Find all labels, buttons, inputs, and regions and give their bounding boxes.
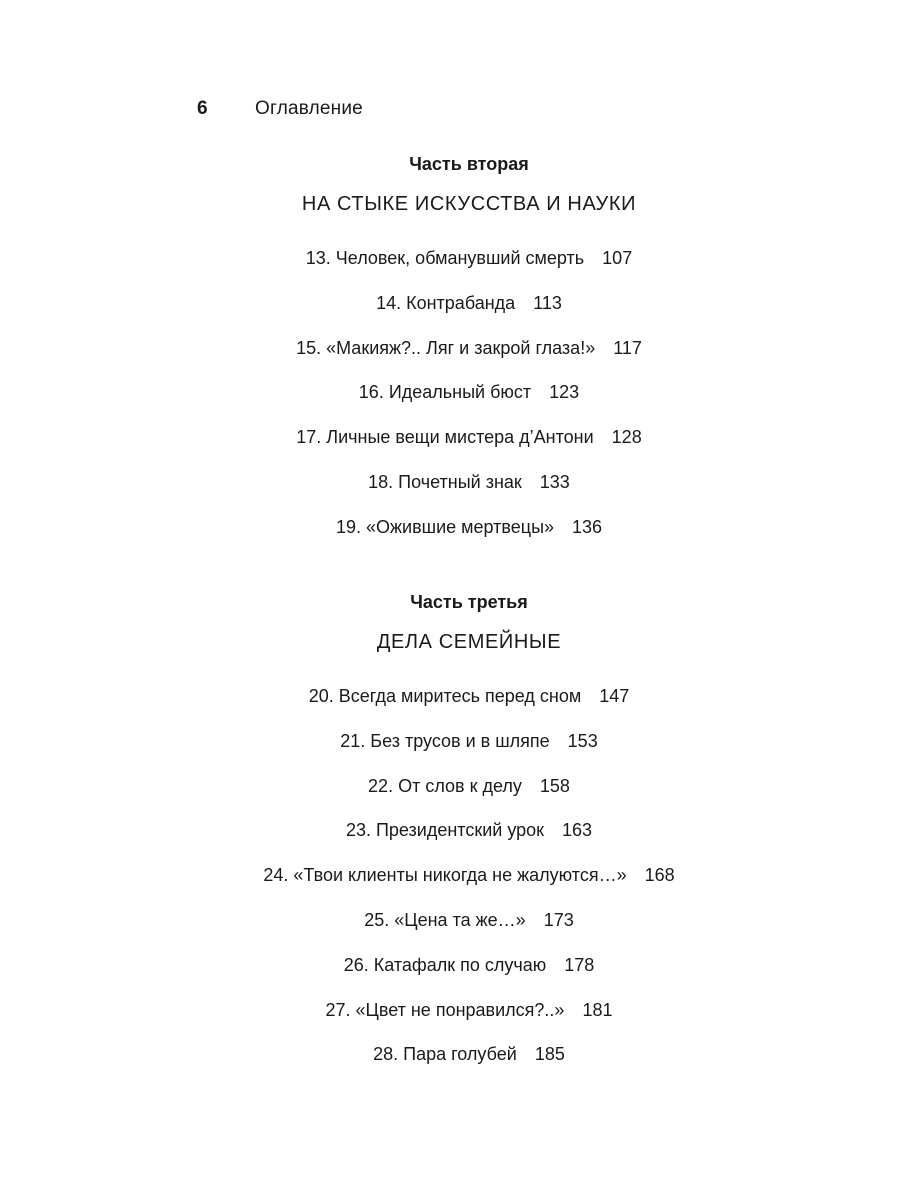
toc-entry-title: 28. Пара голубей xyxy=(373,1044,517,1065)
toc-entry-title: 20. Всегда миритесь перед сном xyxy=(308,686,582,706)
toc-entry-title: 14. Контрабанда xyxy=(376,292,516,313)
toc-entry-page: 136 xyxy=(572,516,603,537)
part-label: Часть вторая xyxy=(409,154,529,174)
toc-entry xyxy=(38,682,900,727)
toc-entry xyxy=(38,423,900,468)
toc-entry xyxy=(38,289,900,334)
toc-entry xyxy=(38,513,900,558)
toc-entry-page: 133 xyxy=(539,471,570,492)
toc-entry-title: 25. «Цена та же…» xyxy=(364,909,526,930)
toc-entry-page: 147 xyxy=(599,686,630,706)
toc-entry-title: 18. Почетный знак xyxy=(368,471,522,492)
page-number: 6 xyxy=(197,98,208,119)
part-two-section xyxy=(0,152,900,558)
toc-entry-page: 158 xyxy=(539,775,570,796)
toc-entry-title: 27. «Цвет не понравился?..» xyxy=(325,999,565,1020)
toc-entry xyxy=(38,334,900,379)
toc-entry-title: 19. «Ожившие мертвецы» xyxy=(335,516,555,537)
toc-entry-page: 113 xyxy=(533,292,562,313)
toc-entry-page: 181 xyxy=(582,999,613,1020)
toc-entry-title: 21. Без трусов и в шляпе xyxy=(340,730,550,751)
toc-entry-page: 168 xyxy=(644,865,675,886)
toc-entry-title: 16. Идеальный бюст xyxy=(358,382,532,403)
toc-list xyxy=(0,244,900,558)
toc-entry xyxy=(38,468,900,513)
toc-entry-title: 13. Человек, обманувший смерть xyxy=(305,248,585,268)
toc-entry-title: 15. «Макияж?.. Ляг и закрой глаза!» xyxy=(296,337,596,358)
toc-entry-page: 153 xyxy=(567,730,598,751)
part-label: Часть третья xyxy=(410,592,528,612)
toc-entry-title: 23. Президентский урок xyxy=(345,820,545,841)
toc-list xyxy=(0,682,900,1085)
toc-entry xyxy=(38,906,900,951)
toc-entry-title: 26. Катафалк по случаю xyxy=(343,954,547,975)
toc-entry xyxy=(38,772,900,817)
toc-entry-title: 22. От слов к делу xyxy=(368,775,522,796)
part-three-section xyxy=(0,590,900,1085)
toc-entry xyxy=(38,244,900,289)
toc-entry-page: 173 xyxy=(543,909,574,930)
toc-entry xyxy=(38,727,900,772)
toc-entry-page: 185 xyxy=(534,1044,565,1065)
toc-entry xyxy=(38,816,900,861)
running-title: Оглавление xyxy=(255,98,363,119)
part-title: ДЕЛА СЕМЕЙНЫЕ xyxy=(376,631,562,653)
toc-entry-page: 117 xyxy=(613,337,642,358)
toc-entry-page: 163 xyxy=(562,820,593,841)
toc-entry xyxy=(38,996,900,1041)
toc-entry-title: 17. Личные вещи мистера д’Антони xyxy=(296,427,594,448)
running-head xyxy=(197,96,363,122)
toc-entry xyxy=(38,951,900,996)
toc-entry-page: 178 xyxy=(564,954,595,975)
toc-entry xyxy=(38,378,900,423)
toc-entry-page: 128 xyxy=(611,427,642,448)
toc-entry-page: 123 xyxy=(549,382,580,403)
part-title: НА СТЫКЕ ИСКУССТВА И НАУКИ xyxy=(301,193,637,215)
toc-entry-title: 24. «Твои клиенты никогда не жалуются…» xyxy=(263,865,627,886)
toc-entry xyxy=(38,861,900,906)
toc-entry-page: 107 xyxy=(602,248,633,268)
toc-entry xyxy=(38,1040,900,1085)
